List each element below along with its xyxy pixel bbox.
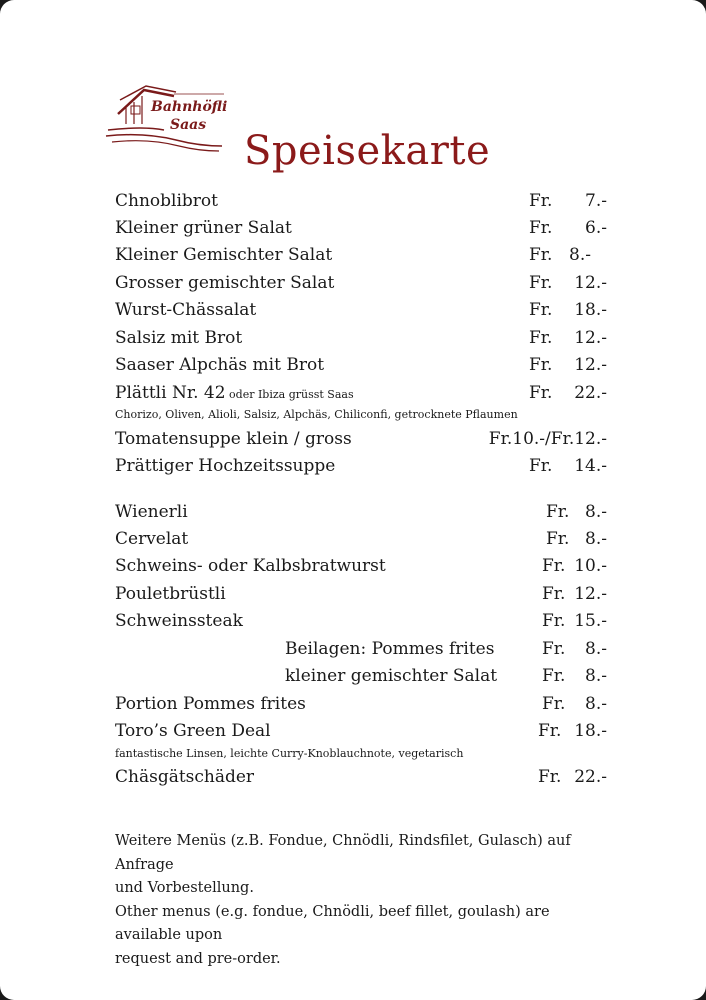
item-price: 8.- <box>585 666 607 686</box>
item-price: 22.- <box>574 767 607 787</box>
item-currency: Fr. <box>538 767 562 787</box>
item-name: kleiner gemischter Salat <box>285 666 498 686</box>
item-price: 8.- <box>585 502 607 522</box>
menu-item <box>115 381 607 405</box>
item-name: Grosser gemischter Salat <box>115 273 335 293</box>
item-description: Chorizo, Oliven, Alioli, Salsiz, Alpchäs, Chiliconfi, getrocknete Pflaumen <box>115 408 518 421</box>
item-currency: Fr. <box>542 666 566 686</box>
menu-item <box>115 353 607 377</box>
menu-item <box>115 609 607 633</box>
menu-item <box>115 692 607 716</box>
side-dish-item <box>115 637 607 661</box>
menu-item <box>115 271 607 295</box>
item-price: 7.- <box>585 191 607 211</box>
item-name: Cervelat <box>115 529 189 549</box>
item-price: Fr.10.-/Fr.12.- <box>488 429 607 449</box>
item-price: 10.- <box>574 556 607 576</box>
page-title: Speisekarte <box>244 128 491 174</box>
item-price: 12.- <box>574 328 607 348</box>
footer-de-line1: Weitere Menüs (z.B. Fondue, Chnödli, Rindsfilet, Gulasch) auf Anfrage <box>115 833 571 873</box>
item-price: 12.- <box>574 355 607 375</box>
item-name: Salsiz mit Brot <box>115 328 243 348</box>
item-currency: Fr. <box>542 611 566 631</box>
item-currency: Fr. <box>529 456 553 476</box>
item-name-main: Plättli Nr. 42 <box>115 383 226 403</box>
item-name: Schweinssteak <box>115 611 243 631</box>
item-currency: Fr. <box>542 639 566 659</box>
item-name: Kleiner grüner Salat <box>115 218 292 238</box>
item-currency: Fr. <box>529 245 553 265</box>
menu-item <box>115 243 607 267</box>
item-name <box>115 381 354 407</box>
menu-item <box>115 454 607 478</box>
item-name: Toro’s Green Deal <box>115 721 271 741</box>
footer-en-line2: request and pre-order. <box>115 950 281 967</box>
item-name: Kleiner Gemischter Salat <box>115 245 333 265</box>
footer-note <box>115 830 615 971</box>
item-price: 12.- <box>574 584 607 604</box>
item-price: 8.- <box>569 245 591 265</box>
menu-item <box>115 298 607 322</box>
menu-item <box>115 765 607 789</box>
item-price: 15.- <box>574 611 607 631</box>
menu-item <box>115 554 607 578</box>
item-name: Schweins- oder Kalbsbratwurst <box>115 556 386 576</box>
side-dish-item <box>115 664 607 688</box>
logo-text-saas: Saas <box>170 117 207 133</box>
menu-item <box>115 582 607 606</box>
item-name: Wurst-Chässalat <box>115 300 257 320</box>
menu-item <box>115 326 607 350</box>
item-price: 8.- <box>585 529 607 549</box>
item-currency: Fr. <box>529 355 553 375</box>
item-price: 8.- <box>585 694 607 714</box>
item-name: Chnoblibrot <box>115 191 218 211</box>
item-name: Prättiger Hochzeitssuppe <box>115 456 336 476</box>
footer-en-line1: Other menus (e.g. fondue, Chnödli, beef fillet, goulash) are available upon <box>115 903 550 943</box>
item-price: 6.- <box>585 218 607 238</box>
menu-item <box>115 719 607 743</box>
item-name: Tomatensuppe klein / gross <box>115 429 352 449</box>
item-currency: Fr. <box>542 694 566 714</box>
item-price: 22.- <box>574 383 607 403</box>
item-price: 8.- <box>585 639 607 659</box>
item-currency: Fr. <box>529 218 553 238</box>
menu-item <box>115 216 607 240</box>
menu-item <box>115 500 607 524</box>
item-name: Beilagen: Pommes frites <box>285 639 495 659</box>
item-name: Saaser Alpchäs mit Brot <box>115 355 325 375</box>
item-price: 18.- <box>574 721 607 741</box>
item-name: Portion Pommes frites <box>115 694 306 714</box>
menu-item <box>115 427 607 451</box>
item-currency: Fr. <box>529 383 553 403</box>
item-currency: Fr. <box>529 300 553 320</box>
item-currency: Fr. <box>546 502 570 522</box>
item-price: 18.- <box>574 300 607 320</box>
item-note: oder Ibiza grüsst Saas <box>225 388 354 401</box>
menu-item <box>115 189 607 213</box>
item-currency: Fr. <box>529 273 553 293</box>
item-currency: Fr. <box>542 584 566 604</box>
item-name: Wienerli <box>115 502 188 522</box>
item-price: 12.- <box>574 273 607 293</box>
item-description: fantastische Linsen, leichte Curry-Knoblauchnote, vegetarisch <box>115 747 464 760</box>
item-currency: Fr. <box>538 721 562 741</box>
footer-de-line2: und Vorbestellung. <box>115 880 254 896</box>
item-currency: Fr. <box>542 556 566 576</box>
item-name: Chäsgätschäder <box>115 767 255 787</box>
item-currency: Fr. <box>546 529 570 549</box>
item-currency: Fr. <box>529 328 553 348</box>
menu-item <box>115 527 607 551</box>
item-name: Pouletbrüstli <box>115 584 226 604</box>
logo-text-bahnhoefli: Bahnhöfli <box>151 99 228 115</box>
restaurant-logo <box>104 84 236 156</box>
item-price: 14.- <box>574 456 607 476</box>
item-currency: Fr. <box>529 191 553 211</box>
